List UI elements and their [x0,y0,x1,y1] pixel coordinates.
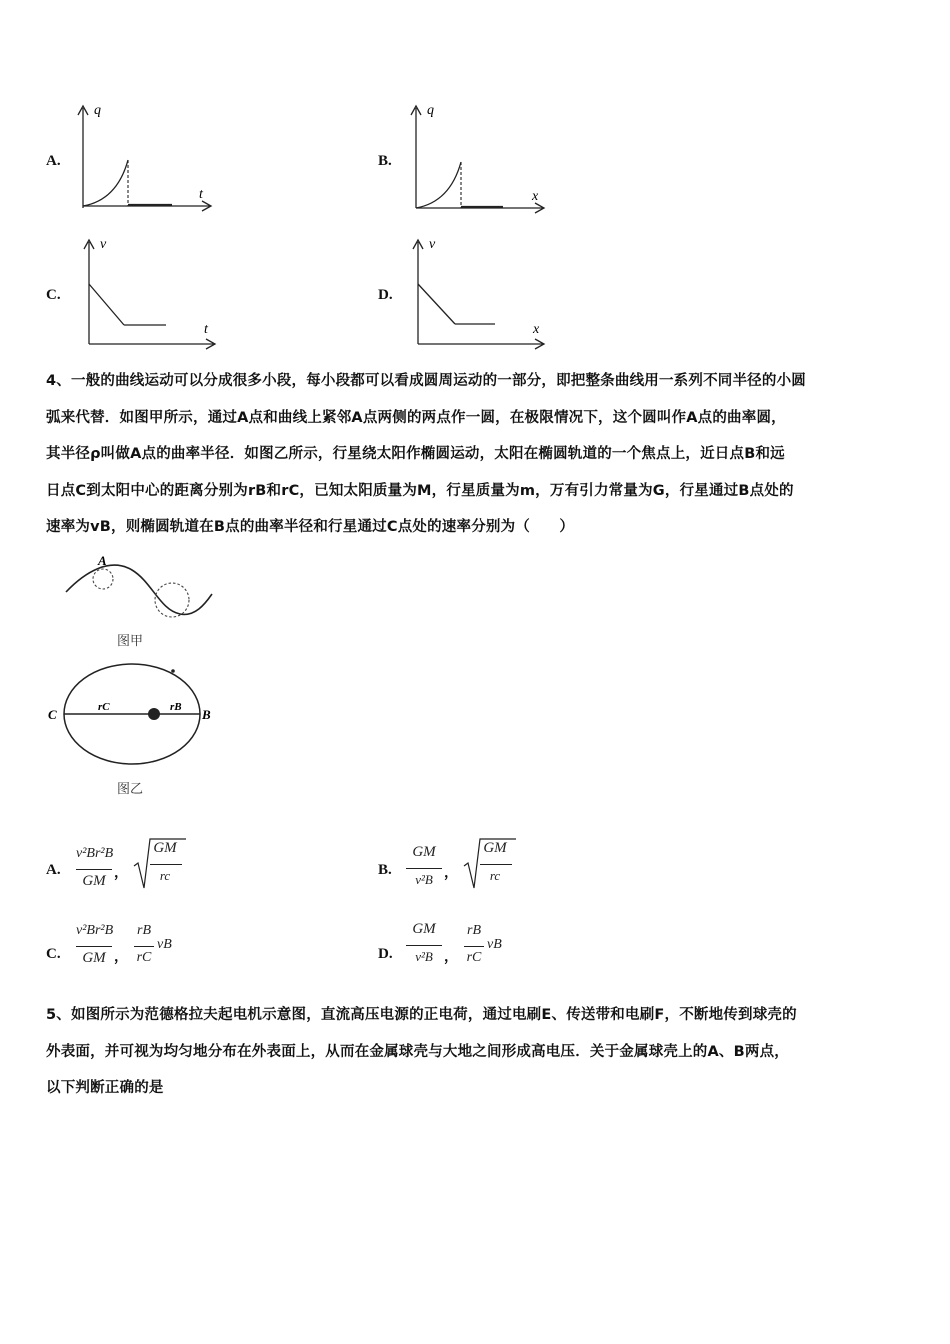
figure-yi-label-b: B [202,707,211,722]
q4-line-3: 其半径ρ叫做A点的曲率半径．如图乙所示，行星绕太阳作椭圆运动，太阳在椭圆轨道的一个焦点上，近日点B和远 [46,446,785,462]
figure-jia-caption: 图甲 [117,634,144,649]
q4-a-fraction-line [76,869,112,870]
q4-b-comma: ， [444,865,458,881]
figure-jia [60,552,220,624]
q4-a-sqrt-denominator: rc [159,868,171,883]
figure-yi-rc: rC [98,701,110,713]
q4-d-ratio-numerator: rB [467,923,481,938]
option-a-label: A. [46,153,61,169]
q4-c-numerator: v²Br²B [76,923,114,938]
figure-yi [44,662,220,772]
graph-c-x-axis: t [204,322,208,337]
q4-a-sqrt-numerator: GM [153,840,177,856]
graph-d-x-axis: x [533,322,540,337]
graph-a-x-axis: t [199,187,203,202]
q4-c-comma: ， [114,949,128,965]
q4-option-c-label: C. [46,946,61,962]
figure-jia-point-a: A [98,553,107,568]
q4-d-denominator: v²B [415,949,433,964]
graph-b-y-axis: q [427,103,434,118]
q5-line-3: 以下判断正确的是 [46,1080,164,1096]
q4-c-ratio-denominator: rC [136,950,152,965]
q4-a-comma: ， [114,865,128,881]
q4-b-denominator: v²B [415,872,433,887]
graph-c [78,232,223,350]
figure-yi-rb: rB [170,701,182,713]
q4-d-vb: vB [487,937,502,952]
q4-option-d-label: D. [378,946,393,962]
q4-d-fraction-line [406,945,442,946]
q4-c-ratio-numerator: rB [137,923,151,938]
graph-c-y-axis: v [100,237,107,252]
q4-d-comma: ， [444,949,458,965]
q4-c-ratio-line [134,946,154,947]
q4-b-sqrt-fraction-line [480,864,512,865]
q4-b-sqrt-numerator: GM [483,840,507,856]
question-4-text [46,363,908,546]
figure-yi-label-c: C [48,707,57,722]
q4-a-sqrt-fraction-line [150,864,182,865]
graph-d-y-axis: v [429,237,436,252]
q4-c-vb: vB [157,937,172,952]
q4-b-sqrt-denominator: rc [489,868,501,883]
q4-line-1: 4、一般的曲线运动可以分成很多小段，每小段都可以看成圆周运动的一部分，即把整条曲线用一系列不同半径的小圆 [46,373,806,389]
q4-d-numerator: GM [412,921,436,937]
graph-a-y-axis: q [94,103,101,118]
q4-c-denominator: GM [82,950,106,966]
question-5-text [46,997,908,1107]
graph-b [405,98,550,214]
graph-d [407,232,552,350]
q5-line-2: 外表面，并可视为均匀地分布在外表面上，从而在金属球壳与大地之间形成高电压．关于金属球壳上的A、B两点， [46,1043,789,1060]
graph-a [72,98,217,214]
option-b-label: B. [378,153,392,169]
q5-line-1: 5、如图所示为范德格拉夫起电机示意图，直流高压电源的正电荷，通过电刷E、传送带和电刷F，不断地传到球壳的 [46,1007,797,1023]
q4-d-ratio-denominator: rC [466,950,482,965]
graph-b-x-axis: x [532,189,539,204]
q4-line-4: 日点C到太阳中心的距离分别为rB和rC，已知太阳质量为M，行星质量为m，万有引力常量为G，行星通过B点处的 [46,482,794,499]
q4-d-ratio-line [464,946,484,947]
q4-a-numerator: v²Br²B [76,846,114,861]
q4-line-2: 弧来代替．如图甲所示，通过A点和曲线上紧邻A点两侧的两点作一圆，在极限情况下，这个圆叫作A点的曲率圆， [46,409,786,426]
q4-b-numerator: GM [412,844,436,860]
q4-option-b-label: B. [378,862,392,878]
q4-a-denominator: GM [82,873,106,889]
figure-yi-caption: 图乙 [117,782,144,797]
q4-option-a-label: A. [46,862,61,878]
option-c-label: C. [46,287,61,303]
q4-line-5: 速率为vB，则椭圆轨道在B点的曲率半径和行星通过C点处的速率分别为（ ） [46,519,575,535]
q4-b-fraction-line [406,868,442,869]
q4-c-fraction-line [76,946,112,947]
option-d-label: D. [378,287,393,303]
